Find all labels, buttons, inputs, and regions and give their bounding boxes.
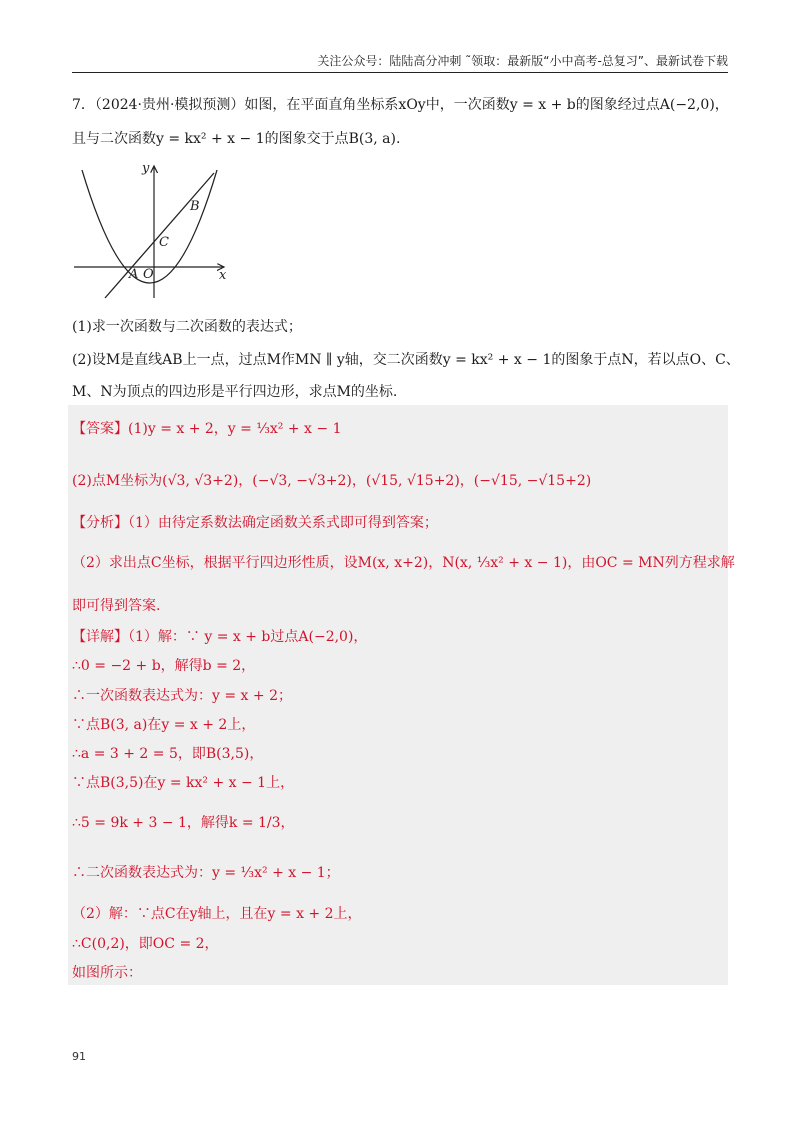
detail-line-6: ∵点B(3,5)在y = kx² + x − 1上， (72, 775, 295, 791)
header-rule (72, 72, 728, 73)
detail-line-4: ∵点B(3, a)在y = x + 2上， (72, 717, 256, 733)
detail-line-11: 如图所示： (72, 965, 142, 981)
question-line-1: 7．（2024·贵州·模拟预测）如图，在平面直角坐标系xOy中，一次函数y = x + b的图象经过点A(−2,0)， (72, 97, 729, 113)
point-c-label: C (159, 235, 169, 250)
detail-line-1 (72, 626, 367, 648)
axis-y-label: y (142, 161, 150, 176)
point-o-label: O (143, 267, 154, 282)
question-part-1: (1)求一次函数与二次函数的表达式； (72, 319, 302, 335)
detail-line-9: （2）解：∵点C在y轴上，且在y = x + 2上， (72, 906, 362, 922)
axis-x-label: x (219, 268, 227, 283)
page-number: 91 (72, 1050, 86, 1063)
answer-label: 【答案】 (72, 421, 128, 437)
analysis-text-1: （1）由待定系数法确定函数关系式即可得到答案； (128, 515, 438, 531)
analysis-line-2: （2）求出点C坐标，根据平行四边形性质，设M(x, x+2)，N(x, ⅓x² + x − 1)，由OC = MN列方程求解 (72, 555, 735, 571)
detail-line-5: ∴a = 3 + 2 = 5，即B(3,5)， (72, 746, 264, 762)
analysis-line-3: 即可得到答案. (72, 598, 161, 614)
detail-line-10: ∴C(0,2)，即OC = 2， (72, 936, 219, 952)
page-header: 关注公众号：陆陆高分冲刺 ˜领取：最新版“小中高考-总复习”、最新试卷下载 (317, 54, 728, 68)
detail-label: 【详解】 (72, 629, 128, 645)
detail-line-8: ∴二次函数表达式为：y = ⅓x² + x − 1； (72, 865, 340, 881)
question-part-2a: (2)设M是直线AB上一点，过点M作MN ∥ y轴，交二次函数y = kx² + x − 1的图象于点N，若以点O、C、 (72, 352, 740, 368)
function-graph-figure (72, 158, 232, 308)
detail-line-2: ∴0 = −2 + b，解得b = 2， (72, 658, 256, 674)
answer-line-1 (72, 418, 342, 440)
point-b-label: B (190, 199, 200, 214)
analysis-line-1 (72, 512, 438, 534)
detail-line-7: ∴5 = 9k + 3 − 1，解得k = 1/3， (72, 815, 295, 831)
answer-part-2: (2)点M坐标为(√3, √3+2)，(−√3, −√3+2)，(√15, √15+2)，(−√15, −√15+2) (72, 473, 592, 489)
analysis-label: 【分析】 (72, 515, 128, 531)
question-line-2: 且与二次函数y = kx² + x − 1的图象交于点B(3, a). (72, 131, 401, 147)
detail-text-1: （1）解：∵ y = x + b过点A(−2,0)， (128, 629, 368, 645)
detail-line-3: ∴一次函数表达式为：y = x + 2； (72, 688, 292, 704)
point-a-label: A (129, 267, 139, 282)
question-part-2b: M、N为顶点的四边形是平行四边形，求点M的坐标. (72, 384, 398, 400)
answer-part-1: (1)y = x + 2，y = ⅓x² + x − 1 (128, 421, 342, 437)
